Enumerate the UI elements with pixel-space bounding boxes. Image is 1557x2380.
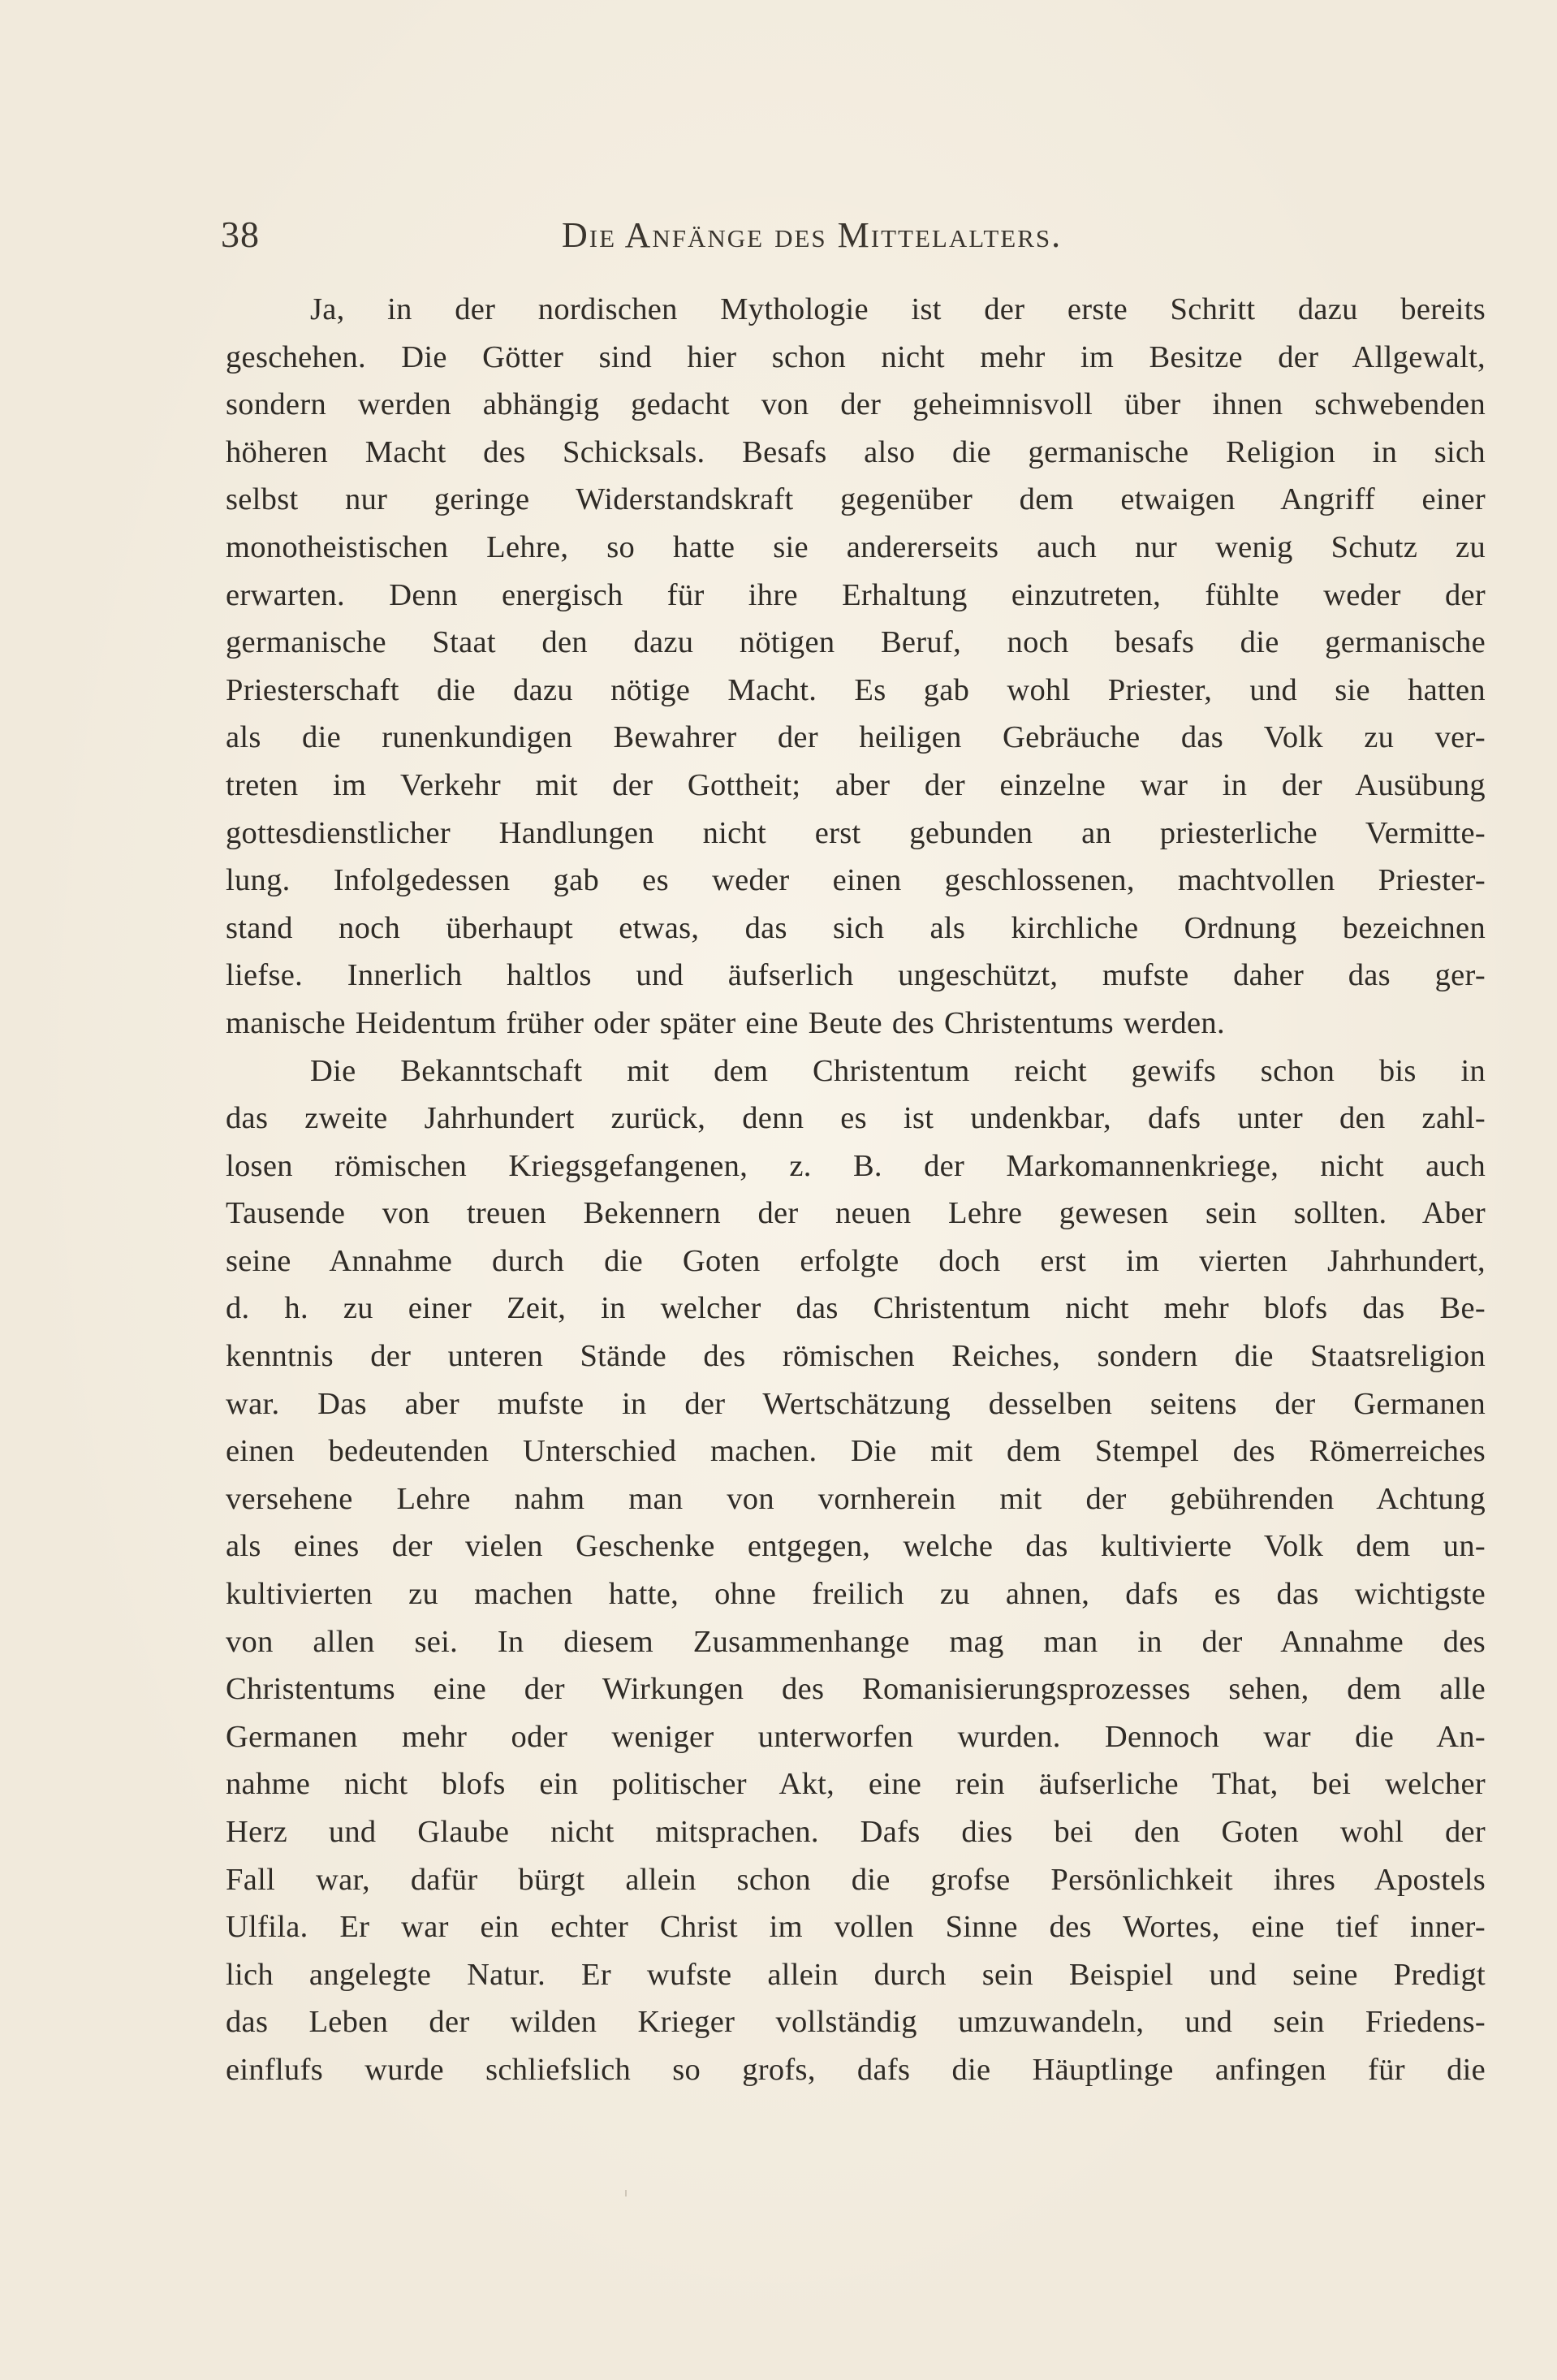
text-line: Tausende von treuen Bekennern der neuen Lehre gewesen sein sollten. Aber bbox=[226, 1196, 1486, 1231]
paper-speck bbox=[625, 2190, 627, 2196]
running-title: Die Anfänge des Mittelalters. bbox=[562, 215, 1063, 255]
text-line: Ja, in der nordischen Mythologie ist der erste Schritt dazu bereits bbox=[310, 292, 1486, 326]
text-line: als die runenkundigen Bewahrer der heiligen Gebräuche das Volk zu ver- bbox=[226, 720, 1486, 755]
text-line: seine Annahme durch die Goten erfolgte doch erst im vierten Jahrhundert, bbox=[226, 1243, 1486, 1278]
text-line: Priesterschaft die dazu nötige Macht. Es gab wohl Priester, und sie hatten bbox=[226, 672, 1486, 707]
text-line: germanische Staat den dazu nötigen Beruf, noch besafs die germanische bbox=[226, 625, 1486, 660]
body-text bbox=[226, 286, 1486, 2094]
text-line: das zweite Jahrhundert zurück, denn es ist undenkbar, dafs unter den zahl- bbox=[226, 1101, 1486, 1136]
text-line: einflufs wurde schliefslich so grofs, dafs die Häuptlinge anfingen für die bbox=[226, 2052, 1486, 2087]
text-line: Christentums eine der Wirkungen des Romanisierungsprozesses sehen, dem alle bbox=[226, 1672, 1486, 1707]
text-line: erwarten. Denn energisch für ihre Erhaltung einzutreten, fühlte weder der bbox=[226, 577, 1486, 612]
text-line: nahme nicht blofs ein politischer Akt, eine rein äufserliche That, bei welcher bbox=[226, 1767, 1486, 1802]
text-line: lich angelegte Natur. Er wufste allein durch sein Beispiel und seine Predigt bbox=[226, 1957, 1486, 1992]
text-line: Fall war, dafür bürgt allein schon die grofse Persönlichkeit ihres Apostels bbox=[226, 1862, 1486, 1897]
text-line: losen römischen Kriegsgefangenen, z. B. der Markomannenkriege, nicht auch bbox=[226, 1148, 1486, 1183]
text-line: stand noch überhaupt etwas, das sich als kirchliche Ordnung bezeichnen bbox=[226, 910, 1486, 945]
text-line: treten im Verkehr mit der Gottheit; aber der einzelne war in der Ausübung bbox=[226, 767, 1486, 802]
page-number: 38 bbox=[221, 214, 260, 255]
text-line: von allen sei. In diesem Zusammenhange mag man in der Annahme des bbox=[226, 1624, 1486, 1659]
text-line: monotheistischen Lehre, so hatte sie andererseits auch nur wenig Schutz zu bbox=[226, 529, 1486, 564]
text-line: gottesdienstlicher Handlungen nicht erst gebunden an priesterliche Vermitte- bbox=[226, 815, 1486, 850]
text-line: einen bedeutenden Unterschied machen. Die mit dem Stempel des Römerreiches bbox=[226, 1434, 1486, 1469]
text-line: kenntnis der unteren Stände des römischen Reiches, sondern die Staatsreligion bbox=[226, 1339, 1486, 1374]
text-line: selbst nur geringe Widerstandskraft gegenüber dem etwaigen Angriff einer bbox=[226, 482, 1486, 517]
text-line: war. Das aber mufste in der Wertschätzung desselben seitens der Germanen bbox=[226, 1386, 1486, 1421]
text-line: höheren Macht des Schicksals. Besafs also die germanische Religion in sich bbox=[226, 434, 1486, 469]
paragraph-1 bbox=[226, 286, 1486, 1047]
text-line: manische Heidentum früher oder später eine Beute des Christentums werden. bbox=[226, 1005, 1225, 1040]
text-line: d. h. zu einer Zeit, in welcher das Christentum nicht mehr blofs das Be- bbox=[226, 1291, 1486, 1326]
text-line: Ulfila. Er war ein echter Christ im vollen Sinne des Wortes, eine tief inner- bbox=[226, 1910, 1486, 1945]
text-line: kultivierten zu machen hatte, ohne freilich zu ahnen, dafs es das wichtigste bbox=[226, 1577, 1486, 1612]
text-line: Herz und Glaube nicht mitsprachen. Dafs dies bei den Goten wohl der bbox=[226, 1815, 1486, 1849]
text-line: das Leben der wilden Krieger vollständig umzuwandeln, und sein Friedens- bbox=[226, 2005, 1486, 2040]
text-line: Die Bekanntschaft mit dem Christentum reicht gewifs schon bis in bbox=[310, 1053, 1486, 1088]
text-line: Germanen mehr oder weniger unterworfen wurden. Dennoch war die An- bbox=[226, 1719, 1486, 1754]
text-line: liefse. Innerlich haltlos und äufserlich ungeschützt, mufste daher das ger- bbox=[226, 958, 1486, 993]
text-line: versehene Lehre nahm man von vornherein mit der gebührenden Achtung bbox=[226, 1481, 1486, 1516]
text-line: sondern werden abhängig gedacht von der geheimnisvoll über ihnen schwebenden bbox=[226, 387, 1486, 422]
text-line: als eines der vielen Geschenke entgegen, welche das kultivierte Volk dem un- bbox=[226, 1529, 1486, 1564]
text-line: geschehen. Die Götter sind hier schon nicht mehr im Besitze der Allgewalt, bbox=[226, 339, 1486, 374]
paragraph-2 bbox=[226, 1047, 1486, 2094]
page-header bbox=[221, 213, 1486, 261]
text-line: lung. Infolgedessen gab es weder einen geschlossenen, machtvollen Priester- bbox=[226, 863, 1486, 898]
